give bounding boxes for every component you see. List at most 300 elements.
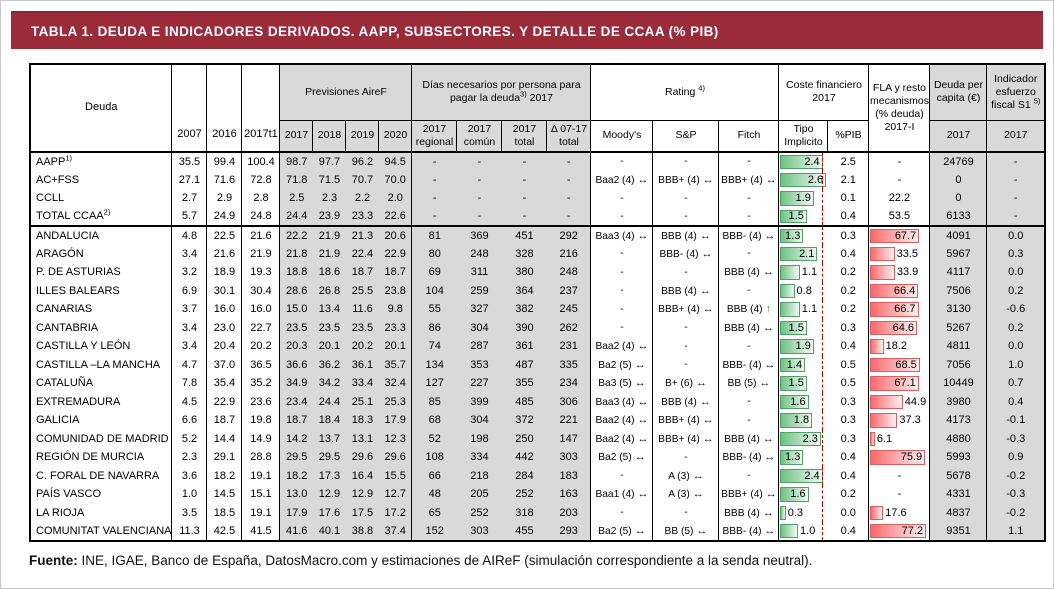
percapita-value: 5678 [930,467,987,486]
red-data-bar [870,395,902,410]
rating-stable-arrow-icon: ↔ [634,451,646,464]
bar-value: 1.0 [800,524,816,537]
prevision-value: 29.5 [313,448,346,467]
row-label: REGIÓN DE MURCIA [30,448,172,467]
row-label: LA RIOJA [30,504,172,523]
indicador-value: - [987,208,1045,227]
reference-dashed-line [822,263,823,282]
prevision-value: 98.7 [280,152,313,171]
tipo-implicito-cell [779,300,828,319]
year-value: 35.2 [242,374,280,393]
table-row [30,319,1045,338]
table-row [30,282,1045,301]
header-percapita [930,64,987,120]
fla-cell [869,263,930,282]
pib-value: 0.4 [828,245,869,264]
prevision-value: 12.9 [346,485,379,504]
tipo-implicito-cell [779,374,828,393]
dias-value: 250 [502,430,547,449]
sp-rating-cell: - [653,504,719,523]
fla-cell: - [869,467,930,486]
percapita-value: 4811 [930,337,987,356]
dias-value: 205 [457,485,502,504]
fitch-rating-cell: - [719,189,779,208]
prevision-value: 29.5 [280,448,313,467]
prevision-value: 18.7 [346,263,379,282]
bar-value: 2.4 [804,155,820,168]
dias-value: 134 [412,356,457,375]
prevision-value: 24.4 [313,393,346,412]
percapita-value: 0 [930,171,987,190]
year-value: 19.8 [242,411,280,430]
year-value: 7.8 [172,374,207,393]
year-value: 3.6 [172,467,207,486]
prevision-value: 17.3 [313,467,346,486]
bar-value: 37.3 [899,414,921,427]
indicador-value: - [987,171,1045,190]
dias-value: - [412,189,457,208]
data-table [29,63,1046,542]
year-value: 3.2 [172,263,207,282]
year-value: 35.4 [207,374,242,393]
dias-value: 361 [502,337,547,356]
sp-rating-cell [653,393,719,412]
row-label: CATALUÑA [30,374,172,393]
fla-cell [869,319,930,338]
prevision-value: 2.0 [379,189,412,208]
percapita-value: 9351 [930,522,987,541]
moodys-rating-cell [591,356,653,375]
dias-value: 442 [502,448,547,467]
fitch-rating-cell [719,374,779,393]
header-percapita-year: 2017 [930,120,987,152]
rating-stable-arrow-icon: ↔ [634,377,646,390]
row-label: ANDALUCIA [30,226,172,245]
table-row [30,467,1045,486]
percapita-value: 7506 [930,282,987,301]
prevision-value: 17.9 [280,504,313,523]
prevision-value: 34.2 [313,374,346,393]
dias-value: 382 [502,300,547,319]
prevision-value: 18.8 [280,263,313,282]
tipo-implicito-cell [779,522,828,541]
prevision-value: 24.4 [280,208,313,227]
prevision-value: 21.9 [313,245,346,264]
rating-up-arrow-icon: ↑ [765,303,772,316]
prevision-value: 35.7 [379,356,412,375]
dias-value: - [502,189,547,208]
year-value: 24.9 [207,208,242,227]
rating-text: Baa2 (4) [595,415,635,427]
year-value: 20.2 [242,337,280,356]
fitch-rating-cell [719,448,779,467]
prevision-value: 21.3 [346,226,379,245]
year-value: 18.5 [207,504,242,523]
rating-stable-arrow-icon: ↔ [692,469,704,482]
indicador-value: 0.0 [987,263,1045,282]
percapita-value: 0 [930,189,987,208]
prevision-value: 18.7 [280,411,313,430]
moodys-rating-cell [591,393,653,412]
dias-value: 227 [457,374,502,393]
fitch-rating-cell [719,263,779,282]
prevision-value: 21.8 [280,245,313,264]
prevision-value: 94.5 [379,152,412,171]
indicador-value: -0.2 [987,504,1045,523]
dias-value: 364 [502,282,547,301]
green-data-bar [780,265,799,280]
percapita-value: 4880 [930,430,987,449]
prevision-value: 12.7 [379,485,412,504]
bar-value: 1.5 [788,377,804,390]
prevision-value: 14.2 [280,430,313,449]
indicador-value: 1.1 [987,522,1045,541]
pib-value: 0.5 [828,374,869,393]
year-value: 11.3 [172,522,207,541]
header-rating-group [591,64,779,120]
rating-text: BBB- (4) [722,452,762,464]
dias-value: 284 [502,467,547,486]
rating-text: BBB- (4) [722,359,762,371]
prevision-value: 15.0 [280,300,313,319]
bar-value: 1.3 [785,229,801,242]
sp-rating-cell: - [653,189,719,208]
pib-value: 0.0 [828,504,869,523]
pib-value: 0.3 [828,226,869,245]
prevision-value: 20.1 [379,337,412,356]
source-label: Fuente: [29,553,78,568]
header-indicador [987,64,1045,120]
prevision-value: 97.7 [313,152,346,171]
dias-value: 318 [502,504,547,523]
fla-cell [869,374,930,393]
dias-value: 245 [547,300,591,319]
fitch-rating-cell: - [719,282,779,301]
fla-cell [869,245,930,264]
moodys-rating-cell: - [591,263,653,282]
year-value: 22.5 [207,226,242,245]
rating-stable-arrow-icon: ↔ [637,414,649,427]
prevision-value: 23.3 [346,208,379,227]
dias-value: 252 [502,485,547,504]
reference-dashed-line [822,189,823,208]
prevision-value: 23.3 [379,319,412,338]
dias-value: 485 [502,393,547,412]
dias-label-line1: Días necesarios por persona para [422,79,581,92]
dias-value: 203 [547,504,591,523]
prevision-value: 22.4 [346,245,379,264]
rating-stable-arrow-icon: ↔ [764,358,776,371]
tipo-implicito-cell [779,467,828,486]
prevision-value: 20.2 [346,337,379,356]
dias-value: 69 [412,263,457,282]
percapita-value: 4837 [930,504,987,523]
reference-dashed-line [822,153,823,171]
green-data-bar [780,284,794,299]
rating-stable-arrow-icon: ↔ [759,377,771,390]
prevision-value: 13.4 [313,300,346,319]
row-label: ILLES BALEARS [30,282,172,301]
rating-text: Ba2 (5) [598,525,632,537]
moodys-rating-cell [591,337,653,356]
tipo-implicito-cell [779,189,828,208]
bar-value: 1.5 [788,321,804,334]
indicador-label-line1: Indicador [994,72,1038,85]
reference-dashed-line [822,337,823,356]
pib-value: 0.3 [828,393,869,412]
rating-text: BBB+ (4) [721,489,763,501]
rating-text: BB (5) [727,378,757,390]
fitch-rating-cell [719,522,779,541]
header-prev-2018: 2018 [313,120,346,152]
tipo-implicito-cell [779,208,828,227]
year-value: 2.8 [242,189,280,208]
bar-value: 1.4 [786,358,803,371]
rating-stable-arrow-icon: ↔ [637,432,649,445]
sp-rating-cell [653,485,719,504]
percapita-value: 24769 [930,152,987,171]
sp-rating-cell: - [653,356,719,375]
green-data-bar [780,524,798,538]
rating-stable-arrow-icon: ↔ [765,488,777,501]
prevision-value: 16.4 [346,467,379,486]
prevision-value: 2.3 [313,189,346,208]
indicador-value: - [987,152,1045,171]
fitch-rating-cell [719,485,779,504]
bar-value: 77.2 [901,524,924,537]
moodys-rating-cell [591,485,653,504]
tipo-implicito-cell [779,337,828,356]
year-value: 41.5 [242,522,280,541]
fitch-rating-cell [719,300,779,319]
percapita-value: 4331 [930,485,987,504]
sp-rating-cell: - [653,448,719,467]
green-data-bar [780,302,799,317]
fitch-rating-cell [719,430,779,449]
dias-value: 81 [412,226,457,245]
fitch-rating-cell: - [719,208,779,227]
table-row [30,189,1045,208]
dias-value: 292 [547,226,591,245]
dias-value: 311 [457,263,502,282]
rating-text: BBB (4) [661,230,697,242]
dias-footnote-marker: 3) [520,89,527,99]
pib-value: 0.4 [828,467,869,486]
fla-cell: 53.5 [869,208,930,227]
year-value: 28.8 [242,448,280,467]
pib-value: 0.5 [828,356,869,375]
dias-value: - [547,171,591,190]
prevision-value: 12.3 [379,430,412,449]
rating-stable-arrow-icon: ↔ [634,524,646,537]
fla-cell: - [869,152,930,171]
bar-value: 17.6 [885,506,907,519]
dias-value: 304 [457,411,502,430]
row-label: P. DE ASTURIAS [30,263,172,282]
dias-value: 252 [457,504,502,523]
prevision-value: 71.5 [313,171,346,190]
rating-text: BBB (4) [724,507,760,519]
bar-value: 6.1 [876,432,893,445]
dias-value: 198 [457,430,502,449]
prevision-value: 20.6 [379,226,412,245]
row-label: C. FORAL DE NAVARRA [30,467,172,486]
bar-value: 1.9 [795,340,811,353]
pib-value: 0.3 [828,411,869,430]
dias-value: 216 [547,245,591,264]
prevision-value: 25.1 [346,393,379,412]
year-value: 3.4 [172,245,207,264]
indicador-value: 0.2 [987,282,1045,301]
header-prev-2019: 2019 [346,120,379,152]
sp-rating-cell [653,467,719,486]
header-moodys: Moody's [591,120,653,152]
fla-cell: 22.2 [869,189,930,208]
table-row [30,337,1045,356]
dias-value: 353 [457,356,502,375]
rating-stable-arrow-icon: ↔ [637,173,649,186]
prevision-value: 71.8 [280,171,313,190]
row-label: PAÍS VASCO [30,485,172,504]
dias-value: 328 [502,245,547,264]
dias-value: 127 [412,374,457,393]
year-value: 24.8 [242,208,280,227]
prevision-value: 9.8 [379,300,412,319]
header-deuda: Deuda [30,64,172,152]
fla-cell: - [869,171,930,190]
tipo-implicito-cell [779,448,828,467]
indicador-value: 0.0 [987,337,1045,356]
table-row [30,430,1045,449]
year-value: 5.2 [172,430,207,449]
row-label: TOTAL CCAA$^{2)}$ [30,208,172,227]
reference-dashed-line [822,208,823,226]
row-label: EXTREMADURA [30,393,172,412]
rating-text: BBB- (4) [722,230,762,242]
prevision-value: 20.3 [280,337,313,356]
prevision-value: 13.1 [346,430,379,449]
moodys-rating-cell [591,522,653,541]
dias-value: 355 [502,374,547,393]
prevision-value: 2.5 [280,189,313,208]
pib-value: 0.3 [828,319,869,338]
fla-label-line1: FLA y resto [872,81,927,94]
fla-cell [869,337,930,356]
prevision-value: 29.6 [379,448,412,467]
indicador-value: -0.3 [987,430,1045,449]
row-label: ARAGÓN [30,245,172,264]
rating-stable-arrow-icon: ↔ [701,247,713,260]
dias-value: 451 [502,226,547,245]
header-dias-comun: 2017 común [457,120,502,152]
dias-value: - [457,171,502,190]
year-value: 21.6 [242,226,280,245]
year-value: 14.5 [207,485,242,504]
bar-value: 2.4 [804,469,820,482]
red-data-bar [870,432,874,447]
dias-value: 104 [412,282,457,301]
rating-text: BBB (4) [724,267,760,279]
year-value: 4.7 [172,356,207,375]
fitch-rating-cell: - [719,393,779,412]
pib-value: 0.4 [828,337,869,356]
bar-value: 1.6 [790,488,806,501]
rating-stable-arrow-icon: ↔ [702,173,714,186]
year-value: 4.5 [172,393,207,412]
reference-dashed-line [822,282,823,301]
percapita-value: 5267 [930,319,987,338]
fla-cell [869,448,930,467]
fla-cell [869,430,930,449]
year-value: 3.4 [172,337,207,356]
header-2016: 2016 [207,64,242,152]
rating-stable-arrow-icon: ↔ [634,358,646,371]
table-row [30,263,1045,282]
rating-text: BBB+ (4) [658,415,700,427]
year-value: 20.4 [207,337,242,356]
year-value: 42.5 [207,522,242,541]
indicador-value: -0.3 [987,485,1045,504]
red-data-bar [870,247,894,262]
dias-value: 183 [547,467,591,486]
bar-value: 67.1 [894,377,916,390]
moodys-rating-cell [591,448,653,467]
indicador-value: 0.2 [987,319,1045,338]
coste-label-line2: 2017 [812,92,836,105]
dias-value: - [502,208,547,227]
moodys-rating-cell: - [591,467,653,486]
rating-stable-arrow-icon: ↔ [699,284,711,297]
pib-value: 0.1 [828,189,869,208]
dias-year: 2017 [529,92,553,105]
table-row [30,152,1045,171]
row-footnote-marker: 2) [103,207,111,217]
year-value: 3.7 [172,300,207,319]
year-value: 71.6 [207,171,242,190]
row-label: GALICIA [30,411,172,430]
rating-stable-arrow-icon: ↔ [764,524,776,537]
year-value: 3.4 [172,319,207,338]
dias-value: 74 [412,337,457,356]
table-row [30,448,1045,467]
rating-text: BBB- (4) [659,248,699,260]
percapita-value: 7056 [930,356,987,375]
dias-value: - [412,208,457,227]
reference-dashed-line [822,467,823,486]
table-title-bar [11,11,1043,49]
year-value: 1.0 [172,485,207,504]
rating-stable-arrow-icon: ↔ [764,451,776,464]
pib-value: 0.2 [828,300,869,319]
fla-cell [869,282,930,301]
fla-cell [869,504,930,523]
header-row-groups [30,64,1045,120]
sp-rating-cell [653,245,719,264]
year-value: 6.6 [172,411,207,430]
fitch-rating-cell [719,226,779,245]
row-label: CANTABRIA [30,319,172,338]
prevision-value: 18.3 [346,411,379,430]
year-value: 18.9 [207,263,242,282]
sp-rating-cell [653,171,719,190]
rating-stable-arrow-icon: ↔ [637,229,649,242]
reference-dashed-line [822,374,823,393]
fla-cell [869,300,930,319]
dias-value: 152 [412,522,457,541]
indicador-footnote-marker: 5) [1033,96,1041,106]
row-label: CANARIAS [30,300,172,319]
bar-value: 2.3 [802,432,818,445]
